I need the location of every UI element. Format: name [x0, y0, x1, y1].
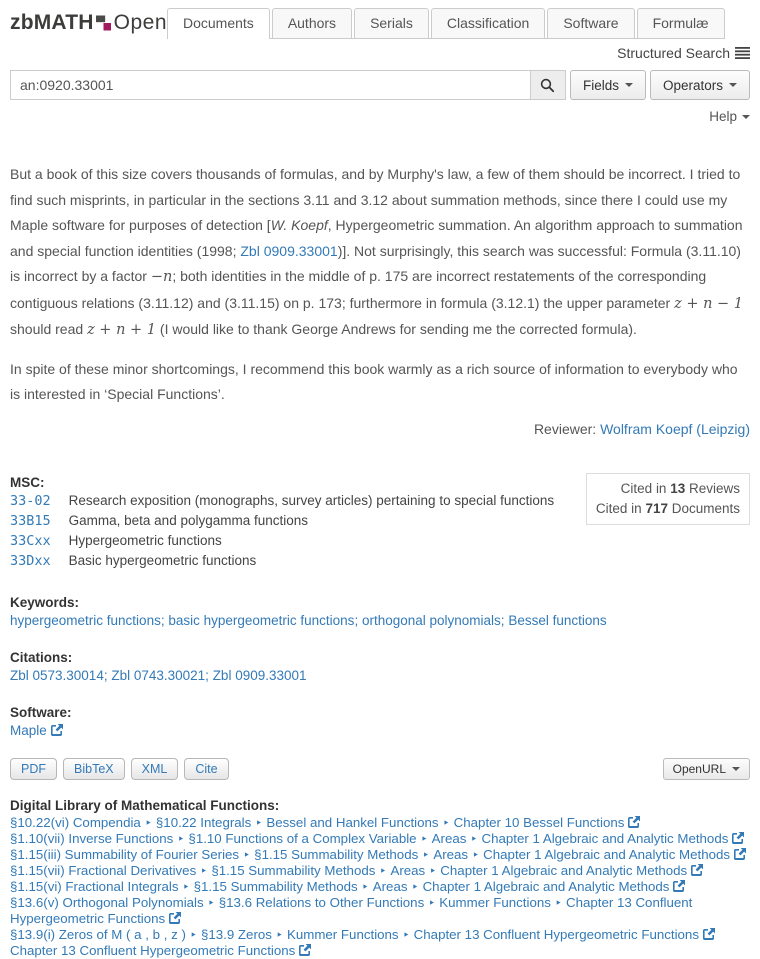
triangle-separator-icon: ‣	[200, 863, 208, 878]
tab-bar	[167, 8, 725, 39]
dlmf-link[interactable]: Chapter 1 Algebraic and Analytic Methods	[483, 846, 731, 862]
triangle-separator-icon: ‣	[189, 927, 197, 942]
keywords-section	[10, 595, 750, 628]
bibtex-button[interactable]: BibTeX	[63, 758, 125, 780]
review-paragraph-2: In spite of these minor shortcomings, I recommend this book warmly as a rich source of information to everybody who is interested in ‘Special Functions’.	[10, 360, 738, 402]
triangle-separator-icon: ‣	[379, 863, 387, 878]
structured-search-link[interactable]	[617, 45, 750, 61]
openurl-dropdown[interactable]	[663, 758, 750, 780]
reviewer-label: Reviewer:	[533, 420, 601, 437]
review-math: −n	[150, 269, 173, 285]
citations-heading: Citations:	[10, 649, 73, 665]
help-row	[10, 108, 750, 126]
external-link-icon	[734, 848, 746, 860]
dlmf-link[interactable]: §1.15 Summability Methods	[254, 846, 419, 862]
chevron-down-icon	[732, 767, 740, 771]
dlmf-link[interactable]: §13.6(v) Orthogonal Polynomials	[10, 894, 204, 910]
keyword-link[interactable]: basic hypergeometric functions	[168, 612, 355, 628]
software-link[interactable]: Maple	[10, 722, 47, 738]
dlmf-entry	[10, 943, 750, 959]
msc-description: Hypergeometric functions	[68, 532, 222, 548]
citation-link[interactable]: Zbl 0743.30021	[111, 667, 206, 683]
msc-description: Gamma, beta and polygamma functions	[68, 512, 309, 528]
dlmf-entries	[10, 815, 750, 959]
dlmf-heading: Digital Library of Mathematical Functions:	[10, 797, 280, 813]
header	[10, 8, 750, 39]
triangle-separator-icon: ‣	[177, 831, 185, 846]
dlmf-entry	[10, 831, 750, 847]
triangle-separator-icon: ‣	[243, 847, 251, 862]
operators-dropdown[interactable]	[650, 70, 750, 100]
triangle-separator-icon: ‣	[472, 847, 480, 862]
export-buttons	[10, 760, 235, 776]
dlmf-link[interactable]: Areas	[390, 862, 426, 878]
chevron-down-icon	[625, 83, 633, 87]
reviewer-line	[10, 421, 750, 437]
logo-text-zbmath: zbMATH	[10, 11, 94, 34]
search-bar	[10, 70, 750, 100]
review-text: should read	[10, 321, 88, 337]
triangle-separator-icon: ‣	[429, 863, 437, 878]
review-text: , Hypergeometric summation. An algorithm approach to summation and special function identities (1998;	[10, 217, 743, 259]
dlmf-link[interactable]: §13.6 Relations to Other Functions	[218, 894, 425, 910]
structured-search-label: Structured Search	[617, 45, 730, 61]
review-text: But a book of this size covers thousands of formulas, and by Murphy's law, a few of them should be incorrect. I tried to find such misprints, in particular in the sections 3.11 and 3.12 about summation methods, since there I could use my Maple software for purposes of detection [	[10, 166, 741, 233]
triangle-separator-icon: ‣	[442, 815, 450, 830]
openurl-label: OpenURL	[672, 761, 726, 776]
external-link-icon	[732, 832, 744, 844]
keyword-link[interactable]: orthogonal polynomials	[361, 612, 501, 628]
triangle-separator-icon: ‣	[411, 879, 419, 894]
fields-dropdown[interactable]	[570, 70, 646, 100]
msc-row	[10, 513, 554, 533]
external-link-icon	[703, 928, 715, 940]
msc-row	[10, 533, 554, 553]
reviewer-link[interactable]: Wolfram Koepf (Leipzig)	[600, 420, 750, 437]
dlmf-link[interactable]: Bessel and Hankel Functions	[266, 814, 439, 830]
keyword-link[interactable]: Bessel functions	[508, 612, 607, 628]
review-math: z + n + 1	[87, 322, 157, 338]
dlmf-link[interactable]: Chapter 13 Confluent Hypergeometric Functions	[10, 894, 693, 926]
tab-documents[interactable]: Documents	[167, 8, 270, 39]
separator: ;	[205, 667, 213, 683]
msc-code-link[interactable]: 33-02	[10, 492, 51, 509]
logo-icon	[96, 14, 111, 32]
triangle-separator-icon: ‣	[182, 879, 190, 894]
separator: ;	[103, 667, 112, 683]
triangle-separator-icon: ‣	[428, 895, 436, 910]
msc-description: Research exposition (monographs, survey articles) pertaining to special functions	[68, 492, 555, 508]
dlmf-link[interactable]: Chapter 1 Algebraic and Analytic Methods	[422, 878, 670, 894]
review-paragraph-1	[10, 162, 750, 344]
review-body	[10, 162, 750, 437]
citation-link[interactable]: Zbl 0909.33001	[212, 667, 307, 683]
structured-search-row	[10, 45, 750, 63]
dlmf-entry	[10, 815, 750, 831]
dlmf-link[interactable]: Chapter 10 Bessel Functions	[453, 814, 625, 830]
cited-in-link[interactable]: Cited in 717 Documents	[595, 500, 740, 516]
review-text: ; both identities in the middle of p. 175 are incorrect restatements of the corresponding contiguous relations (3.11.12) and (3.11.15) on p. 173; furthermore in formula (3.12.1) the upper parameter	[10, 268, 707, 311]
dlmf-entry	[10, 879, 750, 895]
dlmf-entry	[10, 863, 750, 879]
dlmf-link[interactable]: §1.10(vii) Inverse Functions	[10, 830, 174, 846]
triangle-separator-icon: ‣	[255, 815, 263, 830]
dlmf-entry	[10, 847, 750, 863]
software-heading: Software:	[10, 704, 72, 720]
external-link-icon	[691, 864, 703, 876]
chevron-down-icon	[729, 83, 737, 87]
tab-authors[interactable]: Authors	[272, 8, 352, 38]
tab-formulae[interactable]: Formulæ	[637, 8, 725, 38]
list-icon	[735, 47, 750, 59]
triangle-separator-icon: ‣	[420, 831, 428, 846]
separator: ;	[160, 612, 169, 628]
review-math: z + n − 1	[674, 295, 744, 312]
dlmf-link[interactable]: §1.15(iii) Summability of Fourier Series	[10, 846, 240, 862]
msc-row	[10, 493, 554, 513]
external-link-icon	[169, 912, 181, 924]
keyword-link[interactable]: hypergeometric functions	[10, 612, 161, 628]
review-italic: W. Koepf	[270, 217, 328, 233]
cited-in-link[interactable]: Cited in 13 Reviews	[620, 480, 740, 496]
search-icon	[540, 78, 555, 93]
review-text: (I would like to thank George Andrews for sending me the corrected formula).	[156, 321, 637, 337]
msc-code-link[interactable]: 33B15	[10, 512, 51, 529]
dlmf-link[interactable]: §13.9(i) Zeros of M ( a , b , z )	[10, 926, 186, 942]
dlmf-link[interactable]: Chapter 13 Confluent Hypergeometric Functions	[413, 926, 699, 942]
dlmf-link[interactable]: Areas	[431, 830, 467, 846]
cite-button[interactable]: Cite	[184, 758, 228, 780]
external-link-icon	[51, 724, 63, 736]
citation-link[interactable]: Zbl 0573.30014	[10, 667, 104, 683]
tab-classification[interactable]: Classification	[431, 8, 545, 38]
citations-links	[10, 668, 750, 683]
review-text: )]. Not surprisingly, this search was successful: Formula (3.11.10) is incorrect by a factor	[10, 242, 741, 284]
dlmf-link[interactable]: §1.15 Summability Methods	[193, 878, 358, 894]
triangle-separator-icon: ‣	[144, 815, 152, 830]
dlmf-link[interactable]: Kummer Functions	[287, 926, 399, 942]
triangle-separator-icon: ‣	[361, 879, 369, 894]
software-links	[10, 723, 750, 738]
separator: ;	[354, 612, 362, 628]
export-row	[10, 758, 750, 782]
tab-software[interactable]: Software	[547, 8, 634, 38]
dlmf-link[interactable]: §1.15 Summability Methods	[211, 862, 376, 878]
msc-section	[10, 475, 750, 573]
software-section	[10, 705, 750, 738]
dlmf-entry	[10, 927, 750, 943]
dlmf-link[interactable]: Chapter 1 Algebraic and Analytic Methods	[481, 830, 729, 846]
keywords-heading: Keywords:	[10, 594, 80, 610]
dlmf-link[interactable]: §1.15(vi) Fractional Integrals	[10, 878, 179, 894]
dlmf-link[interactable]: §10.22 Integrals	[155, 814, 252, 830]
triangle-separator-icon: ‣	[554, 895, 562, 910]
dlmf-link[interactable]: Areas	[433, 846, 469, 862]
dlmf-link[interactable]: §1.10 Functions of a Complex Variable	[188, 830, 417, 846]
msc-description: Basic hypergeometric functions	[68, 552, 257, 568]
logo	[10, 11, 167, 39]
msc-code-link[interactable]: 33Cxx	[10, 532, 51, 549]
fields-label: Fields	[582, 77, 619, 93]
msc-row	[10, 553, 554, 573]
dlmf-section	[10, 798, 750, 959]
chevron-down-icon	[742, 115, 750, 119]
dlmf-link[interactable]: Chapter 1 Algebraic and Analytic Methods	[440, 862, 688, 878]
triangle-separator-icon: ‣	[402, 927, 410, 942]
dlmf-link[interactable]: Kummer Functions	[439, 894, 551, 910]
dlmf-entry	[10, 895, 750, 927]
msc-table	[10, 493, 554, 573]
external-link-icon	[673, 880, 685, 892]
logo-text-open: Open	[113, 11, 167, 34]
citations-section	[10, 650, 750, 683]
search-button[interactable]	[530, 70, 566, 100]
help-label: Help	[709, 109, 737, 124]
triangle-separator-icon: ‣	[275, 927, 283, 942]
msc-heading: MSC:	[10, 474, 45, 490]
separator: ;	[500, 612, 509, 628]
cited-box	[586, 473, 750, 525]
dlmf-link[interactable]: §13.9 Zeros	[200, 926, 272, 942]
dlmf-link[interactable]: §1.15(vii) Fractional Derivatives	[10, 862, 197, 878]
help-dropdown[interactable]	[709, 109, 750, 124]
triangle-separator-icon: ‣	[470, 831, 478, 846]
pdf-button[interactable]: PDF	[10, 758, 57, 780]
keywords-links	[10, 613, 750, 628]
xml-button[interactable]: XML	[131, 758, 179, 780]
operators-label: Operators	[662, 77, 723, 93]
tab-serials[interactable]: Serials	[354, 8, 429, 38]
triangle-separator-icon: ‣	[422, 847, 430, 862]
dlmf-link[interactable]: Areas	[372, 878, 408, 894]
dlmf-link[interactable]: §10.22(vi) Compendia	[10, 814, 141, 830]
search-input[interactable]	[10, 70, 530, 100]
msc-code-link[interactable]: 33Dxx	[10, 552, 51, 569]
external-link-icon	[299, 944, 311, 956]
msc-rows	[10, 493, 554, 573]
dlmf-link[interactable]: Chapter 13 Confluent Hypergeometric Functions	[10, 942, 296, 958]
triangle-separator-icon: ‣	[207, 895, 215, 910]
zbl-inline-link[interactable]: Zbl 0909.33001	[240, 242, 338, 259]
